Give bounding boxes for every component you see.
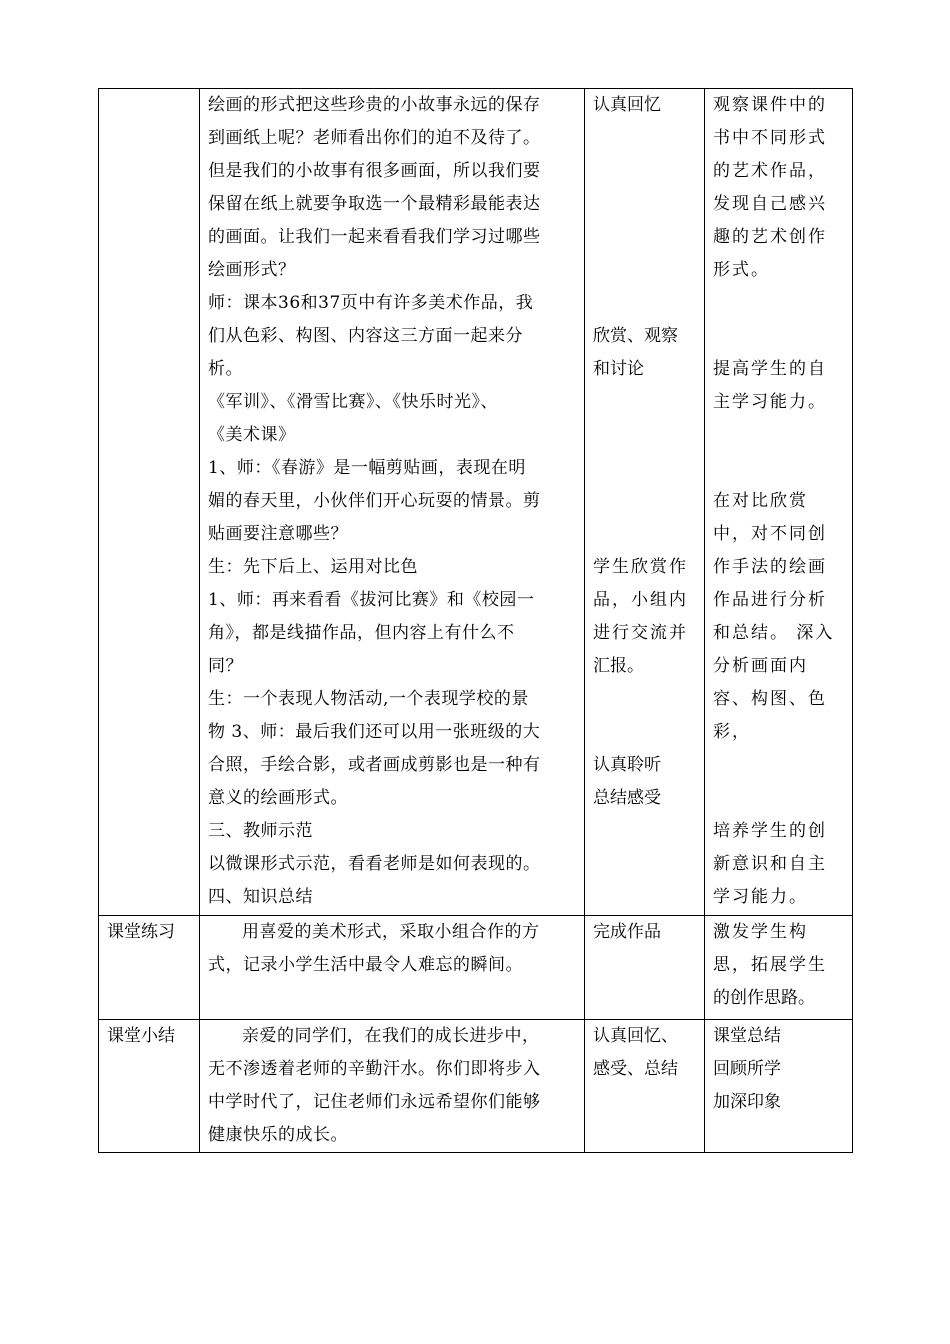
- blank-line: [593, 122, 696, 155]
- blank-line: [593, 419, 696, 452]
- text-line: 主学习能力。: [713, 392, 827, 412]
- text-line: 角》，都是线描作品，但内容上有什么不: [208, 623, 515, 643]
- text-line: 加深印象: [713, 1092, 781, 1112]
- table-row: [99, 1020, 853, 1153]
- teacher-activity-cell: [200, 1020, 585, 1153]
- stage-label: 课堂练习: [107, 922, 175, 942]
- text-line: 媚的春天里，小伙伴们开心玩耍的情景。剪: [208, 491, 541, 511]
- text-line: 绘画形式？: [208, 260, 296, 280]
- text-line: 激发学生构: [713, 922, 808, 942]
- stage-label: 课堂小结: [107, 1026, 175, 1046]
- blank-line: [593, 155, 696, 188]
- text-line: 认真回忆、: [593, 1026, 678, 1046]
- blank-line: [713, 749, 844, 782]
- text-line: 进行交流并: [593, 623, 688, 643]
- text-line: 认真聆听: [593, 755, 661, 775]
- text-line: 《美术课》: [208, 425, 296, 445]
- student-activity-cell: [585, 89, 705, 916]
- blank-line: [593, 518, 696, 551]
- text-line: 感受、总结: [593, 1059, 678, 1079]
- text-line: 生：先下后上、运用对比色: [208, 557, 418, 577]
- design-intent-cell: [705, 1020, 853, 1153]
- blank-line: [593, 716, 696, 749]
- blank-line: [593, 287, 696, 320]
- text-line: 和讨论: [593, 359, 644, 379]
- stage-cell: [99, 916, 200, 1020]
- blank-line: [713, 287, 844, 320]
- text-line: 学习能力。: [713, 887, 808, 907]
- text-line: 三、教师示范: [208, 821, 313, 841]
- text-line: 们从色彩、构图、内容这三方面一起来分: [208, 326, 523, 346]
- text-line: 意义的绘画形式。: [208, 788, 348, 808]
- table-row: [99, 916, 853, 1020]
- blank-line: [713, 419, 844, 452]
- text-line: 作手法的绘画: [713, 557, 827, 577]
- text-line: 形式。: [713, 260, 770, 280]
- text-line: 提高学生的自: [713, 359, 827, 379]
- blank-line: [713, 782, 844, 815]
- text-line: 以微课形式示范，看看老师是如何表现的。: [208, 854, 541, 874]
- blank-line: [713, 452, 844, 485]
- blank-line: [593, 386, 696, 419]
- teacher-activity-cell: [200, 916, 585, 1020]
- text-line: 趣的艺术创作: [713, 227, 827, 247]
- blank-line: [593, 188, 696, 221]
- text-line: 师：课本36和37页中有许多美术作品，我: [208, 293, 534, 313]
- text-line: 到画纸上呢？老师看出你们的迫不及待了。: [208, 128, 541, 148]
- text-line: 无不渗透着老师的辛勤汗水。你们即将步入: [208, 1059, 541, 1079]
- design-intent-cell: [705, 916, 853, 1020]
- text-line: 在对比欣赏: [713, 491, 808, 511]
- student-activity-cell: [585, 916, 705, 1020]
- text-line: 品，小组内: [593, 590, 688, 610]
- text-line: 思，拓展学生: [713, 955, 827, 975]
- text-line: 保留在纸上就要争取选一个最精彩最能表达: [208, 194, 541, 214]
- text-line: 中，对不同创: [713, 524, 827, 544]
- text-line: 物 3、师：最后我们还可以用一张班级的大: [208, 722, 541, 742]
- text-line: 容、构图、色: [713, 689, 827, 709]
- blank-line: [713, 320, 844, 353]
- text-line: 的画面。让我们一起来看看我们学习过哪些: [208, 227, 541, 247]
- text-line: 合照，手绘合影，或者画成剪影也是一种有: [208, 755, 541, 775]
- text-line: 新意识和自主: [713, 854, 827, 874]
- text-line: 贴画要注意哪些？: [208, 524, 348, 544]
- blank-line: [593, 221, 696, 254]
- text-line: 用喜爱的美术形式，采取小组合作的方: [242, 922, 540, 942]
- text-line: 认真回忆: [593, 95, 661, 115]
- text-line: 培养学生的创: [713, 821, 827, 841]
- text-line: 同？: [208, 656, 243, 676]
- text-line: 书中不同形式: [713, 128, 827, 148]
- text-line: 亲爱的同学们，在我们的成长进步中，: [242, 1026, 540, 1046]
- text-line: 生：一个表现人物活动,一个表现学校的景: [208, 689, 529, 709]
- text-line: 健康快乐的成长。: [208, 1125, 348, 1145]
- text-line: 学生欣赏作: [593, 557, 688, 577]
- text-line: 发现自己感兴: [713, 194, 827, 214]
- table-row: [99, 89, 853, 916]
- design-intent-cell: [705, 89, 853, 916]
- text-line: 析。: [208, 359, 243, 379]
- blank-line: [593, 683, 696, 716]
- text-line: 但是我们的小故事有很多画面，所以我们要: [208, 161, 541, 181]
- student-activity-cell: [585, 1020, 705, 1153]
- text-line: 的艺术作品，: [713, 161, 827, 181]
- text-line: 中学时代了，记住老师们永远希望你们能够: [208, 1092, 541, 1112]
- text-line: 作品进行分析: [713, 590, 827, 610]
- text-line: 四、知识总结: [208, 887, 313, 907]
- text-line: 总结感受: [593, 788, 661, 808]
- blank-line: [593, 452, 696, 485]
- text-line: 分析画面内: [713, 656, 808, 676]
- teacher-activity-cell: [200, 89, 585, 916]
- text-line: 汇报。: [593, 656, 644, 676]
- text-line: 欣赏、观察: [593, 326, 678, 346]
- blank-line: [593, 254, 696, 287]
- text-line: 式，记录小学生活中最令人难忘的瞬间。: [208, 955, 523, 975]
- text-line: 回顾所学: [713, 1059, 781, 1079]
- stage-cell: [99, 89, 200, 916]
- text-line: 《军训》、《滑雪比赛》、《快乐时光》、: [208, 392, 498, 412]
- text-line: 课堂总结: [713, 1026, 781, 1046]
- text-line: 1、师：再来看看《拔河比赛》和《校园一: [208, 590, 535, 610]
- text-line: 完成作品: [593, 922, 661, 942]
- text-line: 绘画的形式把这些珍贵的小故事永远的保存: [208, 95, 541, 115]
- text-line: 观察课件中的: [713, 95, 827, 115]
- text-line: 和总结。 深入: [713, 623, 835, 643]
- blank-line: [593, 485, 696, 518]
- text-line: 1、师：《春游》是一幅剪贴画，表现在明: [208, 458, 526, 478]
- stage-cell: [99, 1020, 200, 1153]
- text-line: 彩，: [713, 722, 751, 742]
- lesson-plan-table: [98, 88, 853, 1153]
- text-line: 的创作思路。: [713, 988, 815, 1008]
